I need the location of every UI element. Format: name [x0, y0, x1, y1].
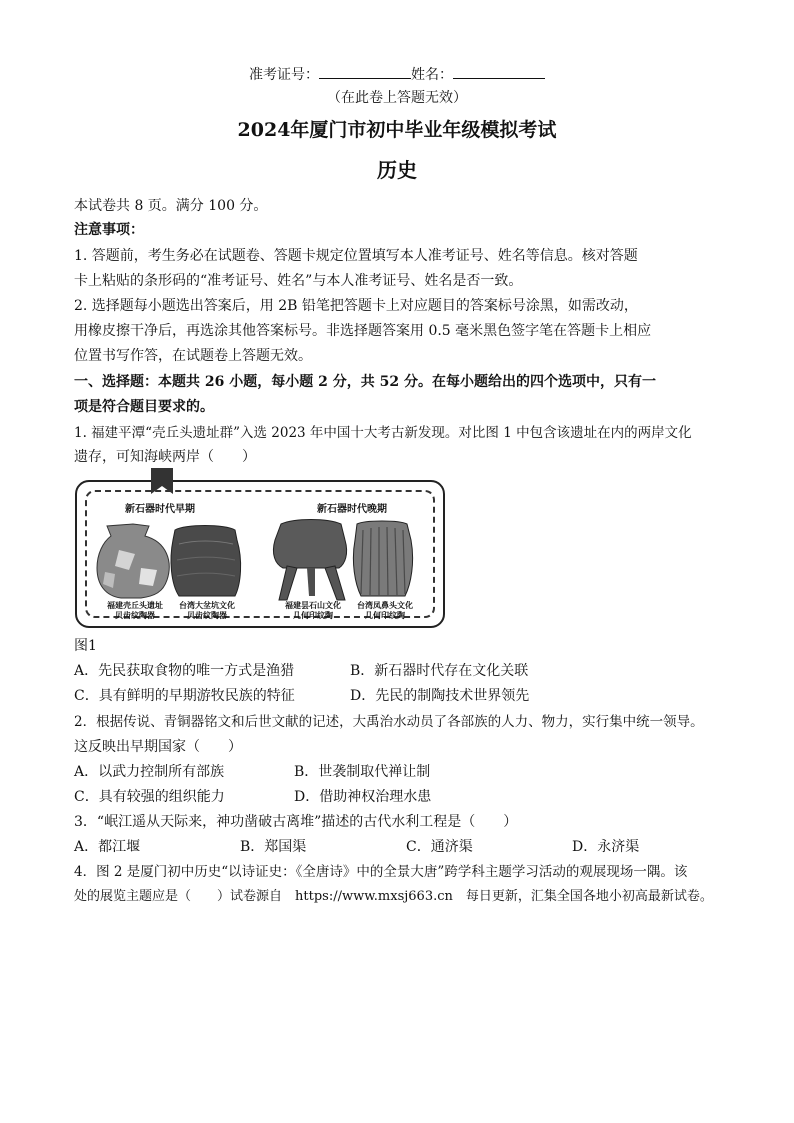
note2-line3: 位置书写作答，在试题卷上答题无效。 [74, 348, 312, 364]
section1-heading-line1: 一、选择题：本题共 26 小题，每小题 2 分，共 52 分。在每小题给出的四个选项中，只有一 [74, 374, 656, 390]
pot-taiwan-fengbitou [353, 521, 412, 596]
figure-early-heading: 新石器时代早期 [125, 504, 195, 515]
q4-stem-line1: 4．图 2 是厦门初中历史“以诗证史：《全唐诗》中的全景大唐”跨学科主题学习活动的观展现场一隅。该 [74, 864, 688, 880]
q1-option-d: D．先民的制陶技术世界领先 [350, 688, 530, 704]
note2-line1: 2. 选择题每小题选出答案后，用 2B 铅笔把答题卡上对应题目的答案标号涂黑，如需改动， [74, 298, 638, 314]
q2-option-c: C．具有较强的组织能力 [74, 789, 225, 805]
q3-option-b: B．郑国渠 [240, 839, 307, 855]
exam-title: 2024年厦门市初中毕业年级模拟考试 [237, 119, 557, 141]
subject-title: 历史 [377, 158, 417, 182]
pot-fujian-tanshishan [273, 520, 346, 601]
invalid-note: （在此卷上答题无效） [327, 90, 467, 106]
figure-tab-marker [148, 466, 176, 496]
q2-option-a: A．以武力控制所有部族 [74, 764, 225, 780]
q1-stem-line2: 遗存，可知海峡两岸（ ） [74, 449, 256, 465]
ticket-number-blank [319, 64, 411, 79]
q2-stem-line1: 2．根据传说、青铜器铭文和后世文献的记述，大禹治水动员了各部族的人力、物力，实行集中统一领导。 [74, 714, 704, 730]
figure-late-heading: 新石器时代晚期 [317, 504, 387, 515]
name-blank [453, 64, 545, 79]
note2-line2: 用橡皮擦干净后，再选涂其他答案标号。非选择题答案用 0.5 毫米黑色签字笔在答题卡上相应 [74, 323, 652, 339]
q1-option-c: C．具有鲜明的早期游牧民族的特征 [74, 688, 295, 704]
name-label: 姓名： [411, 67, 453, 83]
figure-1-caption: 图1 [74, 638, 97, 654]
q3-option-c: C．通济渠 [406, 839, 473, 855]
q2-option-b: B．世袭制取代禅让制 [294, 764, 431, 780]
q2-stem-line2: 这反映出早期国家（ ） [74, 739, 242, 755]
ticket-number-label: 准考证号： [249, 67, 319, 83]
pages-line: 本试卷共 8 页。满分 100 分。 [74, 198, 268, 214]
candidate-info-line [0, 64, 794, 85]
pot-caption-3: 福建昙石山文化 几何印纹陶 [285, 600, 341, 620]
notes-heading: 注意事项： [74, 222, 144, 238]
q1-option-b: B．新石器时代存在文化关联 [350, 663, 529, 679]
pot-fujian-keqiutou [97, 524, 169, 598]
q3-option-d: D．永济渠 [572, 839, 640, 855]
pot-caption-4: 台湾凤鼻头文化 几何印纹陶 [357, 600, 413, 620]
q3-option-a: A．都江堰 [74, 839, 141, 855]
q3-stem: 3．“岷江遥从天际来，神功凿破古离堆”描述的古代水利工程是（ ） [74, 814, 518, 830]
pot-caption-2: 台湾大坌坑文化 贝齿纹陶器 [179, 600, 235, 620]
figure-1 [75, 480, 445, 628]
pot-taiwan-dabenkeng [171, 526, 241, 597]
q1-option-a: A．先民获取食物的唯一方式是渔猎 [74, 663, 295, 679]
q1-stem-line1: 1. 福建平潭“壳丘头遗址群”入选 2023 年中国十大考古新发现。对比图 1 中包含该遗址在内的两岸文化 [74, 425, 692, 441]
note1-line2: 卡上粘贴的条形码的“准考证号、姓名”与本人准考证号、姓名是否一致。 [74, 273, 523, 289]
section1-heading-line2: 项是符合题目要求的。 [74, 399, 214, 415]
pot-caption-1: 福建壳丘头遗址 贝齿纹陶器 [107, 600, 163, 620]
q2-option-d: D．借助神权治理水患 [294, 789, 432, 805]
note1-line1: 1. 答题前，考生务必在试题卷、答题卡规定位置填写本人准考证号、姓名等信息。核对答题 [74, 248, 638, 264]
q4-stem-line2: 处的展览主题应是（ ）试卷源自 https://www.mxsj663.cn 每日更新，汇集全国各地小初高最新试卷。 [74, 889, 713, 904]
